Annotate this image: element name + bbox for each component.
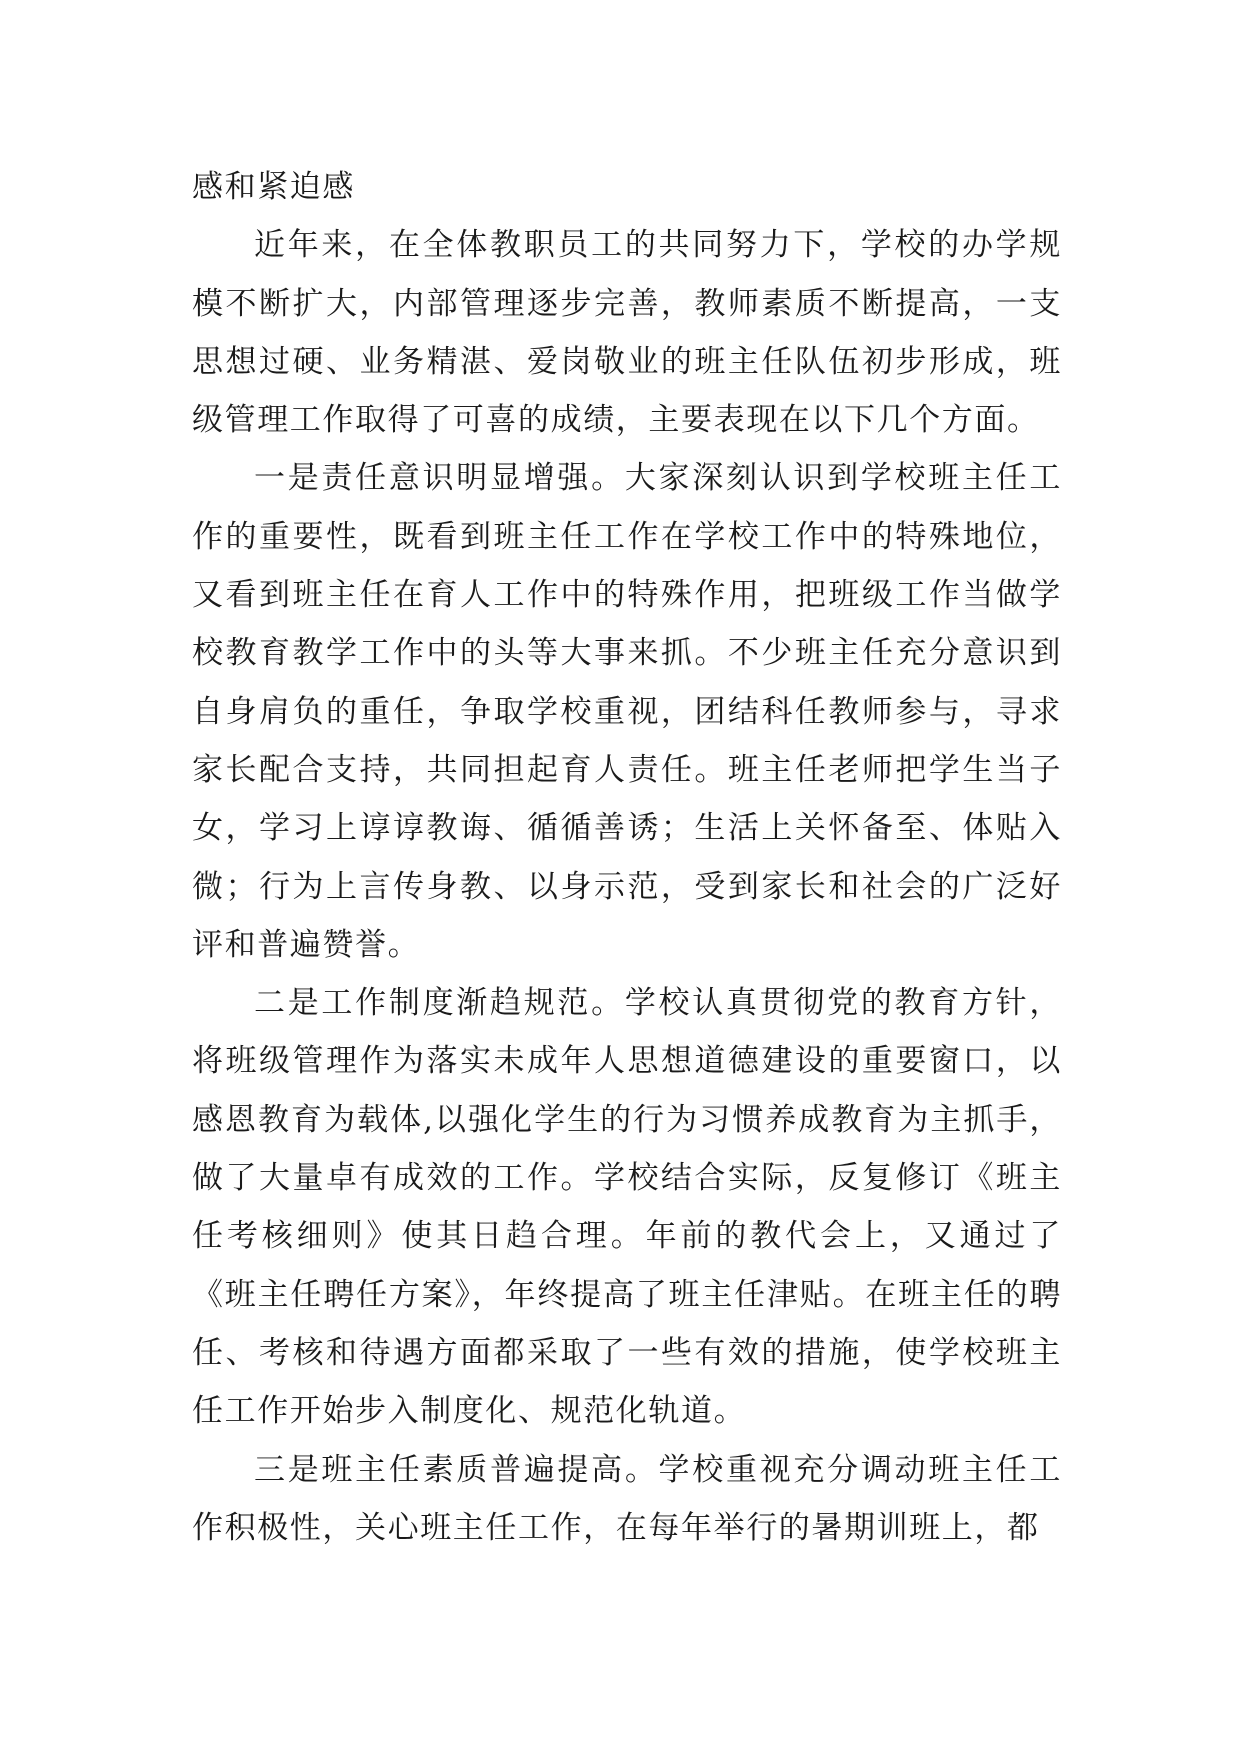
paragraph-quality: 三是班主任素质普遍提高。学校重视充分调动班主任工作积极性，关心班主任工作，在每年举行的暑期训班上，都	[192, 1451, 1062, 1546]
paragraph-continuation: 感和紧迫感	[192, 169, 355, 205]
document-body	[192, 158, 1062, 1557]
paragraph-responsibility: 一是责任意识明显增强。大家深刻认识到学校班主任工作的重要性，既看到班主任工作在学校工作中的特殊地位，又看到班主任在育人工作中的特殊作用，把班级工作当做学校教育教学工作中的头等大事来抓。不少班主任充分意识到自身肩负的重任，争取学校重视，团结科任教师参与，寻求家长配合支持，共同担起育人责任。班主任老师把学生当子女，学习上谆谆教诲、循循善诱；生活上关怀备至、体贴入微；行为上言传身教、以身示范，受到家长和社会的广泛好评和普遍赞誉。	[192, 460, 1062, 963]
paragraph-intro: 近年来，在全体教职员工的共同努力下，学校的办学规模不断扩大，内部管理逐步完善，教师素质不断提高，一支思想过硬、业务精湛、爱岗敬业的班主任队伍初步形成，班级管理工作取得了可喜的成绩，主要表现在以下几个方面。	[192, 227, 1062, 439]
paragraph-system: 二是工作制度渐趋规范。学校认真贯彻党的教育方针，将班级管理作为落实未成年人思想道德建设的重要窗口，以感恩教育为载体,以强化学生的行为习惯养成教育为主抓手，做了大量卓有成效的工作。学校结合实际，反复修订《班主任考核细则》使其日趋合理。年前的教代会上，又通过了《班主任聘任方案》，年终提高了班主任津贴。在班主任的聘任、考核和待遇方面都采取了一些有效的措施，使学校班主任工作开始步入制度化、规范化轨道。	[192, 985, 1062, 1430]
